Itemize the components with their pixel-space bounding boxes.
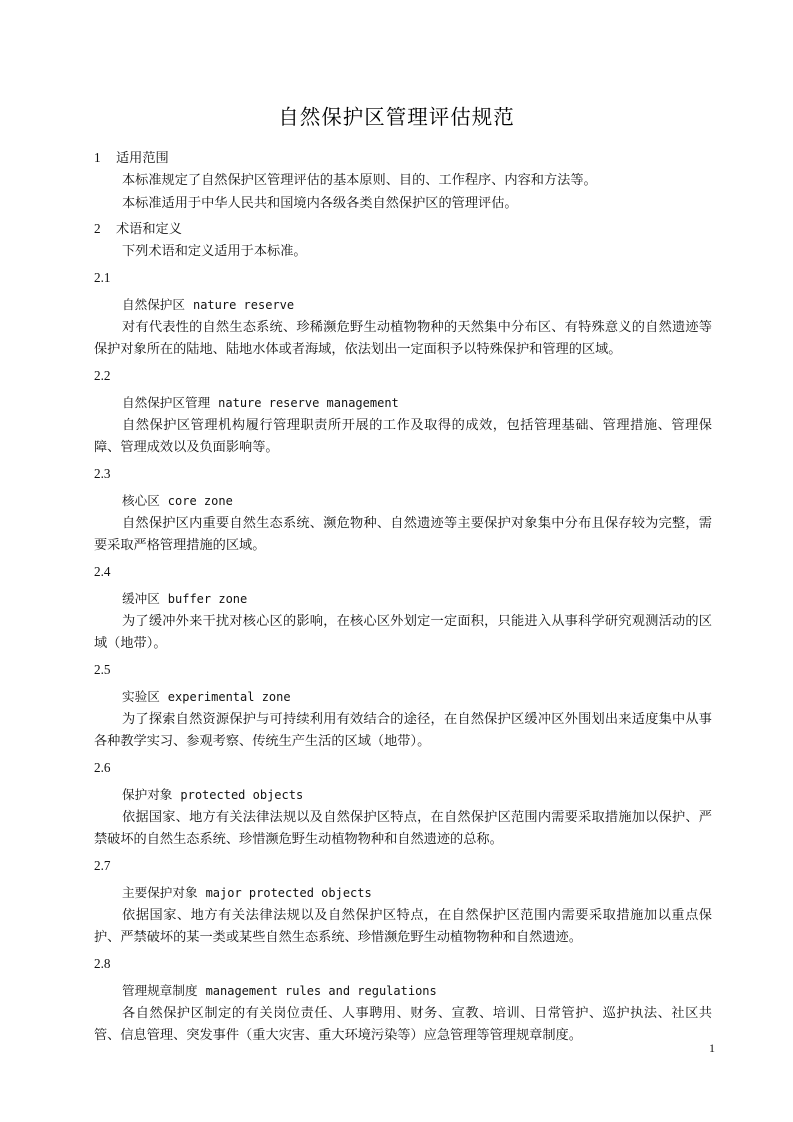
term-cn: 自然保护区管理 bbox=[122, 394, 211, 410]
term-heading bbox=[94, 685, 712, 709]
term-en: protected objects bbox=[180, 787, 304, 802]
term-number: 2.2 bbox=[94, 367, 111, 383]
term-definition: 对有代表性的自然生态系统、珍稀濒危野生动植物物种的天然集中分布区、有特殊意义的自然遗迹等保护对象所在的陆地、陆地水体或者海域，依法划出一定面积予以特殊保护和管理的区域。 bbox=[94, 319, 712, 357]
term-en: core zone bbox=[167, 493, 233, 508]
term-number: 2.8 bbox=[94, 955, 111, 971]
term-cn: 主要保护对象 bbox=[122, 884, 198, 900]
paragraph: 下列术语和定义适用于本标准。 bbox=[122, 244, 307, 259]
term-2-6 bbox=[94, 756, 712, 852]
term-cn: 核心区 bbox=[122, 492, 160, 508]
term-definition: 依据国家、地方有关法律法规以及自然保护区特点，在自然保护区范围内需要采取措施加以保护、严禁破坏的自然生态系统、珍惜濒危野生动植物物种和自然遗迹的总称。 bbox=[94, 809, 712, 847]
term-definition: 各自然保护区制定的有关岗位责任、人事聘用、财务、宣教、培训、日常管护、巡护执法、社区共管、信息管理、突发事件（重大灾害、重大环境污染等）应急管理等管理规章制度。 bbox=[94, 1005, 712, 1043]
term-en: major protected objects bbox=[205, 885, 372, 900]
term-definition: 自然保护区管理机构履行管理职责所开展的工作及取得的成效，包括管理基础、管理措施、管理保障、管理成效以及负面影响等。 bbox=[94, 417, 712, 455]
term-2-3 bbox=[94, 462, 712, 558]
paragraph: 本标准适用于中华人民共和国境内各级各类自然保护区的管理评估。 bbox=[122, 195, 518, 211]
term-en: experimental zone bbox=[167, 689, 291, 704]
section-2-heading bbox=[94, 217, 712, 241]
term-number: 2.7 bbox=[94, 857, 111, 873]
section-1-heading bbox=[94, 146, 712, 170]
section-number: 2 bbox=[94, 221, 101, 236]
term-en: management rules and regulations bbox=[205, 983, 437, 998]
section-title: 术语和定义 bbox=[116, 222, 182, 237]
term-number: 2.5 bbox=[94, 661, 111, 677]
term-number: 2.6 bbox=[94, 759, 111, 775]
term-cn: 自然保护区 bbox=[122, 296, 185, 312]
term-2-2 bbox=[94, 364, 712, 460]
term-definition: 为了缓冲外来干扰对核心区的影响，在核心区外划定一定面积，只能进入从事科学研究观测活动的区域（地带）。 bbox=[94, 613, 712, 651]
term-definition: 自然保护区内重要自然生态系统、濒危物种、自然遗迹等主要保护对象集中分布且保存较为完整，需要采取严格管理措施的区域。 bbox=[94, 515, 712, 553]
term-heading bbox=[94, 881, 712, 905]
term-2-5 bbox=[94, 658, 712, 754]
page-title: 自然保护区管理评估规范 bbox=[278, 105, 515, 129]
section-number: 1 bbox=[94, 150, 101, 165]
paragraph: 本标准规定了自然保护区管理评估的基本原则、目的、工作程序、内容和方法等。 bbox=[122, 173, 597, 188]
term-heading bbox=[94, 587, 712, 611]
page-number: 1 bbox=[709, 1041, 715, 1055]
term-2-8 bbox=[94, 952, 712, 1048]
term-heading bbox=[94, 489, 712, 513]
section-title: 适用范围 bbox=[116, 151, 169, 166]
term-heading bbox=[94, 293, 712, 317]
term-number: 2.3 bbox=[94, 465, 111, 481]
term-number: 2.1 bbox=[94, 269, 111, 285]
term-en: nature reserve bbox=[192, 297, 295, 312]
term-2-4 bbox=[94, 560, 712, 656]
term-2-7 bbox=[94, 854, 712, 950]
term-cn: 实验区 bbox=[122, 688, 160, 704]
term-heading bbox=[94, 783, 712, 807]
term-cn: 缓冲区 bbox=[122, 590, 160, 606]
document-body bbox=[94, 144, 712, 1048]
term-heading bbox=[94, 391, 712, 415]
term-cn: 管理规章制度 bbox=[122, 982, 198, 998]
term-definition: 依据国家、地方有关法律法规以及自然保护区特点，在自然保护区范围内需要采取措施加以重点保护、严禁破坏的某一类或某些自然生态系统、珍惜濒危野生动植物物种和自然遗迹。 bbox=[94, 907, 712, 945]
term-2-1 bbox=[94, 266, 712, 362]
term-en: nature reserve management bbox=[218, 395, 399, 410]
term-definition: 为了探索自然资源保护与可持续利用有效结合的途径，在自然保护区缓冲区外围划出来适度集中从事各种教学实习、参观考察、传统生产生活的区域（地带）。 bbox=[94, 711, 712, 749]
term-cn: 保护对象 bbox=[122, 786, 173, 802]
term-heading bbox=[94, 979, 712, 1003]
term-en: buffer zone bbox=[167, 591, 248, 606]
term-number: 2.4 bbox=[94, 563, 111, 579]
